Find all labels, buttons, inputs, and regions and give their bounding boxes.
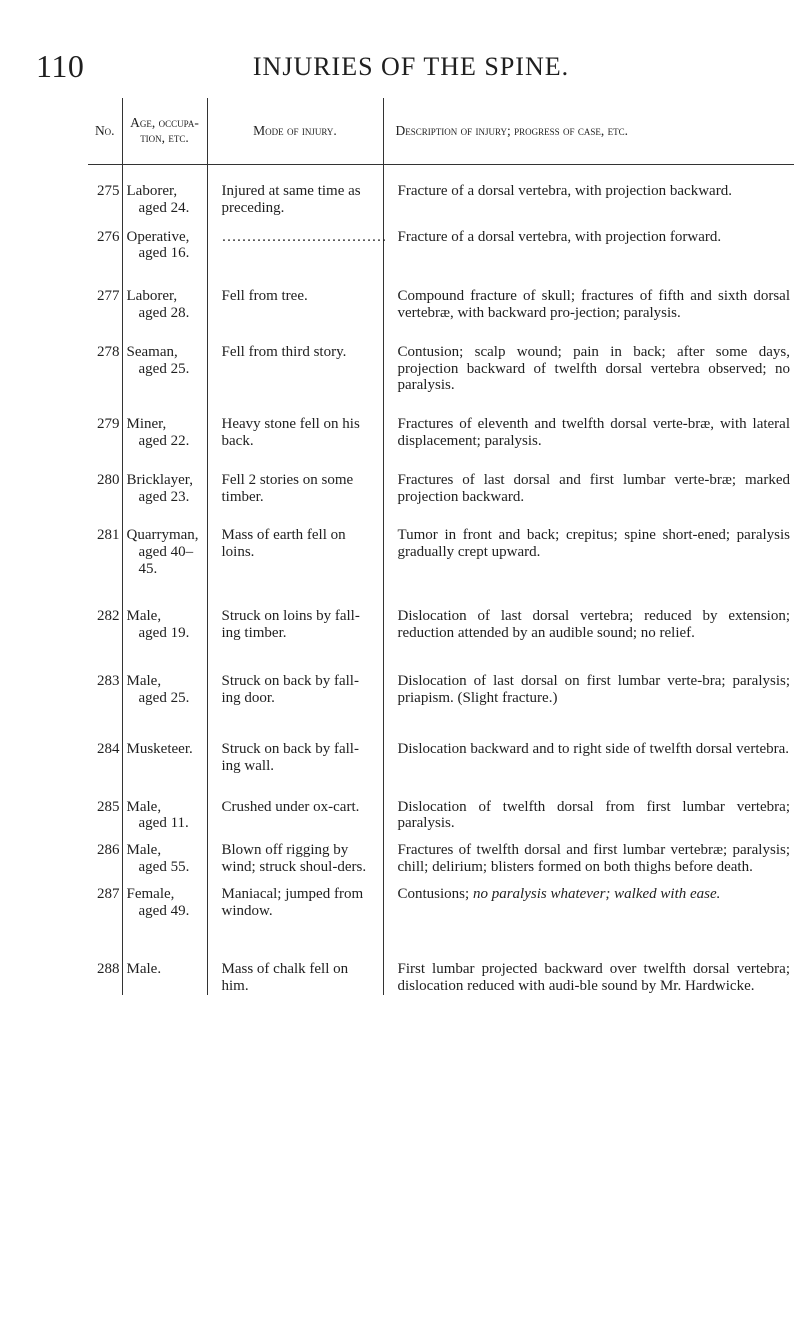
injury-description: Fractures of twelfth dorsal and first lumbar vertebræ; paralysis; chill; delirium; blisters formed on both thighs before death. bbox=[383, 832, 794, 876]
injury-description bbox=[383, 876, 794, 920]
mode-of-injury: Injured at same time as preceding. bbox=[207, 165, 383, 217]
case-number: 285 bbox=[97, 798, 120, 815]
injury-description: Contusion; scalp wound; pain in back; after some days, projection backward of twelfth dorsal vertebra observed; no paralysis. bbox=[383, 322, 794, 394]
age: aged 25. bbox=[138, 690, 190, 707]
age: aged 49. bbox=[138, 902, 190, 919]
case-number: 286 bbox=[97, 842, 120, 859]
table-row bbox=[88, 707, 794, 775]
age: aged 19. bbox=[138, 624, 190, 641]
table-row bbox=[88, 641, 794, 707]
case-number: 279 bbox=[97, 416, 120, 433]
case-age-occupation bbox=[122, 217, 207, 263]
injury-description: Dislocation of last dorsal on first lumbar verte-bra; paralysis; priapism. (Slight fracture.) bbox=[383, 641, 794, 707]
occupation: Male, bbox=[126, 798, 162, 815]
table-row bbox=[88, 322, 794, 394]
occupation: Male, bbox=[126, 673, 162, 690]
injury-description: Dislocation of last dorsal vertebra; reduced by extension; reduction attended by an audible sound; no relief. bbox=[383, 578, 794, 642]
table-row bbox=[88, 775, 794, 833]
injury-description: Tumor in front and back; crepitus; spine short-ened; paralysis gradually crept upward. bbox=[383, 505, 794, 577]
injury-description: Dislocation backward and to right side of twelfth dorsal vertebra. bbox=[383, 707, 794, 775]
case-age-occupation bbox=[122, 578, 207, 642]
age: aged 24. bbox=[138, 199, 190, 216]
age: aged 16. bbox=[138, 245, 190, 262]
occupation: Musketeer. bbox=[126, 740, 193, 757]
age: aged 28. bbox=[138, 304, 190, 321]
occupation: Operative, bbox=[126, 228, 190, 245]
mode-of-injury: Maniacal; jumped from window. bbox=[207, 876, 383, 920]
case-age-occupation bbox=[122, 832, 207, 876]
injury-description: Fracture of a dorsal vertebra, with projection forward. bbox=[383, 217, 794, 263]
injury-description: Fractures of eleventh and twelfth dorsal verte-bræ, with lateral displacement; paralysis. bbox=[383, 394, 794, 450]
occupation: Seaman, bbox=[126, 343, 178, 360]
age: aged 40–45. bbox=[138, 544, 194, 577]
occupation: Bricklayer, bbox=[126, 471, 193, 488]
injury-description: Compound fracture of skull; fractures of fifth and sixth dorsal vertebræ, with backward pro-jection; paralysis. bbox=[383, 262, 794, 322]
mode-of-injury: …………………………… bbox=[207, 217, 383, 263]
case-age-occupation bbox=[122, 876, 207, 920]
injury-description: Dislocation of twelfth dorsal from first lumbar vertebra; paralysis. bbox=[383, 775, 794, 833]
case-number: 275 bbox=[97, 183, 120, 199]
case-number: 276 bbox=[97, 228, 120, 245]
case-number: 281 bbox=[97, 527, 120, 544]
injury-description: Fracture of a dorsal vertebra, with projection backward. bbox=[383, 165, 794, 217]
mode-of-injury: Struck on back by fall-ing door. bbox=[207, 641, 383, 707]
table-row bbox=[88, 876, 794, 920]
table-body bbox=[88, 165, 794, 995]
occupation: Quarryman, bbox=[126, 527, 199, 544]
table-row bbox=[88, 450, 794, 506]
mode-of-injury: Fell from tree. bbox=[207, 262, 383, 322]
column-header-no: No. bbox=[88, 98, 122, 165]
mode-of-injury: Heavy stone fell on his back. bbox=[207, 394, 383, 450]
mode-of-injury: Fell 2 stories on some timber. bbox=[207, 450, 383, 506]
occupation: Male, bbox=[126, 842, 162, 859]
mode-of-injury: Struck on loins by fall-ing timber. bbox=[207, 578, 383, 642]
case-age-occupation bbox=[122, 919, 207, 995]
case-age-occupation bbox=[122, 505, 207, 577]
page-number: 110 bbox=[36, 48, 85, 84]
case-age-occupation bbox=[122, 775, 207, 833]
occupation: Miner, bbox=[126, 416, 167, 433]
table-row bbox=[88, 217, 794, 263]
case-age-occupation bbox=[122, 641, 207, 707]
mode-of-injury: Fell from third story. bbox=[207, 322, 383, 394]
mode-of-injury: Mass of earth fell on loins. bbox=[207, 505, 383, 577]
running-head: INJURIES OF THE SPINE. bbox=[252, 52, 570, 81]
case-number: 280 bbox=[97, 471, 120, 488]
case-number: 287 bbox=[97, 885, 120, 902]
mode-of-injury: Struck on back by fall-ing wall. bbox=[207, 707, 383, 775]
description-text: Contusions; bbox=[397, 885, 473, 902]
case-number: 282 bbox=[97, 607, 120, 624]
table-row bbox=[88, 165, 794, 217]
table-row bbox=[88, 262, 794, 322]
case-age-occupation bbox=[122, 450, 207, 506]
case-number: 288 bbox=[97, 961, 120, 978]
table-row bbox=[88, 832, 794, 876]
case-number: 283 bbox=[97, 673, 120, 690]
case-number: 278 bbox=[97, 343, 120, 360]
case-table bbox=[88, 98, 794, 995]
table-row bbox=[88, 919, 794, 995]
column-header-age: Age, occupa-tion, etc. bbox=[122, 98, 207, 165]
occupation: Female, bbox=[126, 885, 175, 902]
case-age-occupation bbox=[122, 322, 207, 394]
page-header bbox=[36, 48, 786, 88]
column-header-description: Description of injury; progress of case, etc. bbox=[383, 98, 794, 165]
case-age-occupation bbox=[122, 262, 207, 322]
occupation: Laborer, bbox=[126, 288, 178, 305]
injury-description: Fractures of last dorsal and first lumbar verte-bræ; marked projection backward. bbox=[383, 450, 794, 506]
description-italic-text: no paralysis whatever; walked with ease. bbox=[472, 885, 721, 902]
occupation: Laborer, bbox=[126, 183, 178, 199]
injury-description: First lumbar projected backward over twelfth dorsal vertebra; dislocation reduced with audi-ble sound by Mr. Hardwicke. bbox=[383, 919, 794, 995]
case-number: 284 bbox=[97, 740, 120, 757]
case-table-container bbox=[88, 98, 794, 1328]
table-header-row bbox=[88, 98, 794, 165]
column-header-mode: Mode of injury. bbox=[207, 98, 383, 165]
table-row bbox=[88, 578, 794, 642]
case-age-occupation bbox=[122, 394, 207, 450]
table-row bbox=[88, 505, 794, 577]
age: aged 11. bbox=[138, 815, 189, 832]
table-row bbox=[88, 394, 794, 450]
case-age-occupation bbox=[122, 707, 207, 775]
age: aged 22. bbox=[138, 432, 190, 449]
mode-of-injury: Mass of chalk fell on him. bbox=[207, 919, 383, 995]
mode-of-injury: Blown off rigging by wind; struck shoul-ders. bbox=[207, 832, 383, 876]
mode-of-injury: Crushed under ox-cart. bbox=[207, 775, 383, 833]
age: aged 23. bbox=[138, 488, 190, 505]
occupation: Male. bbox=[126, 961, 162, 978]
age: aged 55. bbox=[138, 858, 190, 875]
occupation: Male, bbox=[126, 607, 162, 624]
age: aged 25. bbox=[138, 360, 190, 377]
case-number: 277 bbox=[97, 288, 120, 305]
case-age-occupation bbox=[122, 165, 207, 217]
